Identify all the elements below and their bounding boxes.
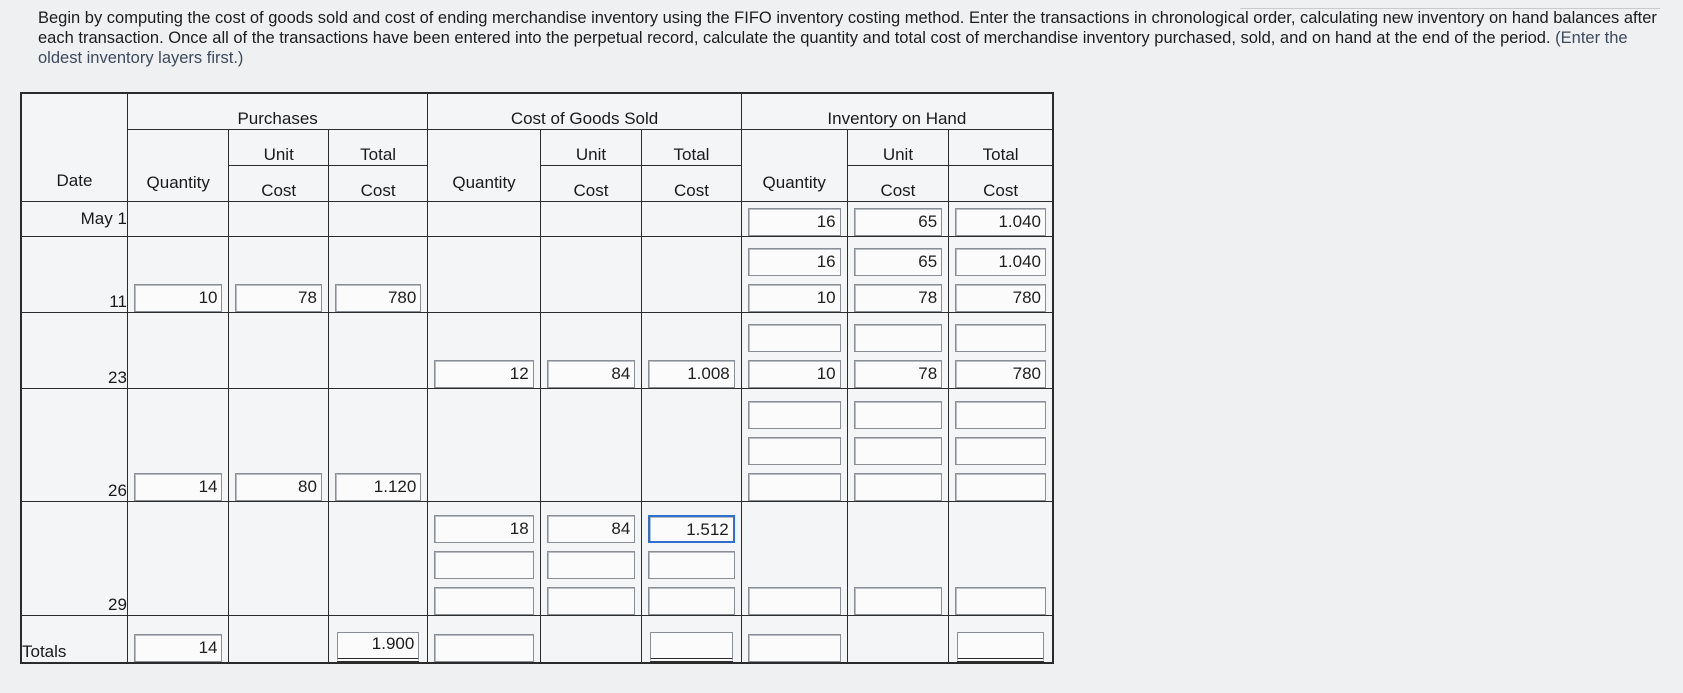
row-date: 11: [22, 236, 128, 312]
oh-unit-header-1: Unit: [847, 130, 949, 166]
c-total-input[interactable]: [648, 587, 734, 615]
total-oh-qty-input[interactable]: [748, 634, 841, 662]
c-total-input[interactable]: [648, 551, 734, 579]
p-total-input[interactable]: 1.120: [335, 473, 421, 501]
oh-unit-input[interactable]: [854, 587, 943, 615]
total-p-cost-input[interactable]: 1.900: [337, 632, 419, 662]
row-date: May 1: [22, 202, 128, 237]
p-unit-input[interactable]: 80: [235, 473, 321, 501]
c-total-input[interactable]: 1.512: [648, 515, 734, 543]
p-total-header-1: Total: [328, 130, 427, 166]
table-row: [22, 502, 1053, 615]
oh-total-input[interactable]: [955, 587, 1046, 615]
c-total-header-2: Cost: [642, 166, 741, 202]
cogs-header: Cost of Goods Sold: [428, 94, 741, 130]
total-c-cost-input[interactable]: [650, 632, 732, 662]
oh-unit-input[interactable]: [854, 437, 943, 465]
oh-unit-input[interactable]: 65: [854, 248, 943, 276]
c-unit-input[interactable]: 84: [547, 515, 636, 543]
oh-qty-input[interactable]: [748, 437, 841, 465]
oh-total-header-2: Cost: [949, 166, 1053, 202]
p-total-input[interactable]: 780: [335, 284, 421, 312]
oh-total-header-1: Total: [949, 130, 1053, 166]
perpetual-record: [20, 92, 1054, 664]
p-unit-header-1: Unit: [229, 130, 328, 166]
c-qty-input[interactable]: 18: [434, 515, 533, 543]
c-qty-header: Quantity: [428, 130, 540, 202]
date-header: Date: [22, 94, 128, 202]
oh-qty-input[interactable]: [748, 324, 841, 352]
table-row: [22, 202, 1053, 237]
onhand-header: Inventory on Hand: [741, 94, 1052, 130]
table-row: [22, 313, 1053, 389]
oh-qty-input[interactable]: 16: [748, 208, 841, 236]
c-total-header-1: Total: [642, 130, 741, 166]
c-qty-input[interactable]: 12: [434, 360, 533, 388]
c-unit-input[interactable]: [547, 587, 636, 615]
oh-total-input[interactable]: [955, 324, 1046, 352]
oh-unit-input[interactable]: 65: [854, 208, 943, 236]
perpetual-record-table: [21, 93, 1053, 663]
oh-qty-input[interactable]: 16: [748, 248, 841, 276]
instructions-hint: (Enter the oldest inventory layers first.): [38, 29, 1628, 67]
totals-label: Totals: [22, 615, 128, 662]
oh-unit-input[interactable]: [854, 473, 943, 501]
oh-total-input[interactable]: [955, 401, 1046, 429]
oh-unit-input[interactable]: [854, 401, 943, 429]
c-unit-input[interactable]: 84: [547, 360, 636, 388]
p-qty-input[interactable]: 10: [134, 284, 223, 312]
instructions-text: Begin by computing the cost of goods sold and cost of ending merchandise inventory using the FIFO inventory costing method. Enter the transactions in chronological order, calculating new inventory on hand balances after each transaction. Once all of the transactions have been entered into the perpetual record, calculate the quantity and total cost of merchandise inventory purchased, sold, and on hand at the end of the period.: [38, 9, 1657, 47]
oh-qty-header: Quantity: [741, 130, 847, 202]
oh-qty-input[interactable]: [748, 587, 841, 615]
totals-row: [22, 615, 1053, 662]
p-unit-input[interactable]: 78: [235, 284, 321, 312]
c-qty-input[interactable]: [434, 587, 533, 615]
oh-total-input[interactable]: [955, 437, 1046, 465]
c-total-input[interactable]: 1.008: [648, 360, 734, 388]
oh-unit-header-2: Cost: [847, 166, 949, 202]
c-unit-header-1: Unit: [540, 130, 642, 166]
oh-total-input[interactable]: 1.040: [955, 248, 1046, 276]
instructions: [38, 8, 1658, 68]
oh-qty-input[interactable]: [748, 401, 841, 429]
oh-unit-input[interactable]: 78: [854, 360, 943, 388]
oh-qty-input[interactable]: 10: [748, 360, 841, 388]
c-unit-input[interactable]: [547, 551, 636, 579]
p-total-header-2: Cost: [328, 166, 427, 202]
table-row: [22, 389, 1053, 502]
oh-total-input[interactable]: 780: [955, 360, 1046, 388]
row-date: 23: [22, 313, 128, 389]
oh-unit-input[interactable]: 78: [854, 284, 943, 312]
total-c-qty-input[interactable]: [434, 634, 533, 662]
oh-total-input[interactable]: 780: [955, 284, 1046, 312]
p-qty-header: Quantity: [127, 130, 229, 202]
c-unit-header-2: Cost: [540, 166, 642, 202]
row-date: 29: [22, 502, 128, 615]
row-date: 26: [22, 389, 128, 502]
purchases-header: Purchases: [127, 94, 427, 130]
oh-qty-input[interactable]: 10: [748, 284, 841, 312]
oh-qty-input[interactable]: [748, 473, 841, 501]
oh-total-input[interactable]: 1.040: [955, 208, 1046, 236]
p-unit-header-2: Cost: [229, 166, 328, 202]
oh-total-input[interactable]: [955, 473, 1046, 501]
total-oh-cost-input[interactable]: [957, 632, 1044, 662]
c-qty-input[interactable]: [434, 551, 533, 579]
total-p-qty-input[interactable]: 14: [134, 634, 223, 662]
table-row: [22, 236, 1053, 312]
oh-unit-input[interactable]: [854, 324, 943, 352]
p-qty-input[interactable]: 14: [134, 473, 223, 501]
